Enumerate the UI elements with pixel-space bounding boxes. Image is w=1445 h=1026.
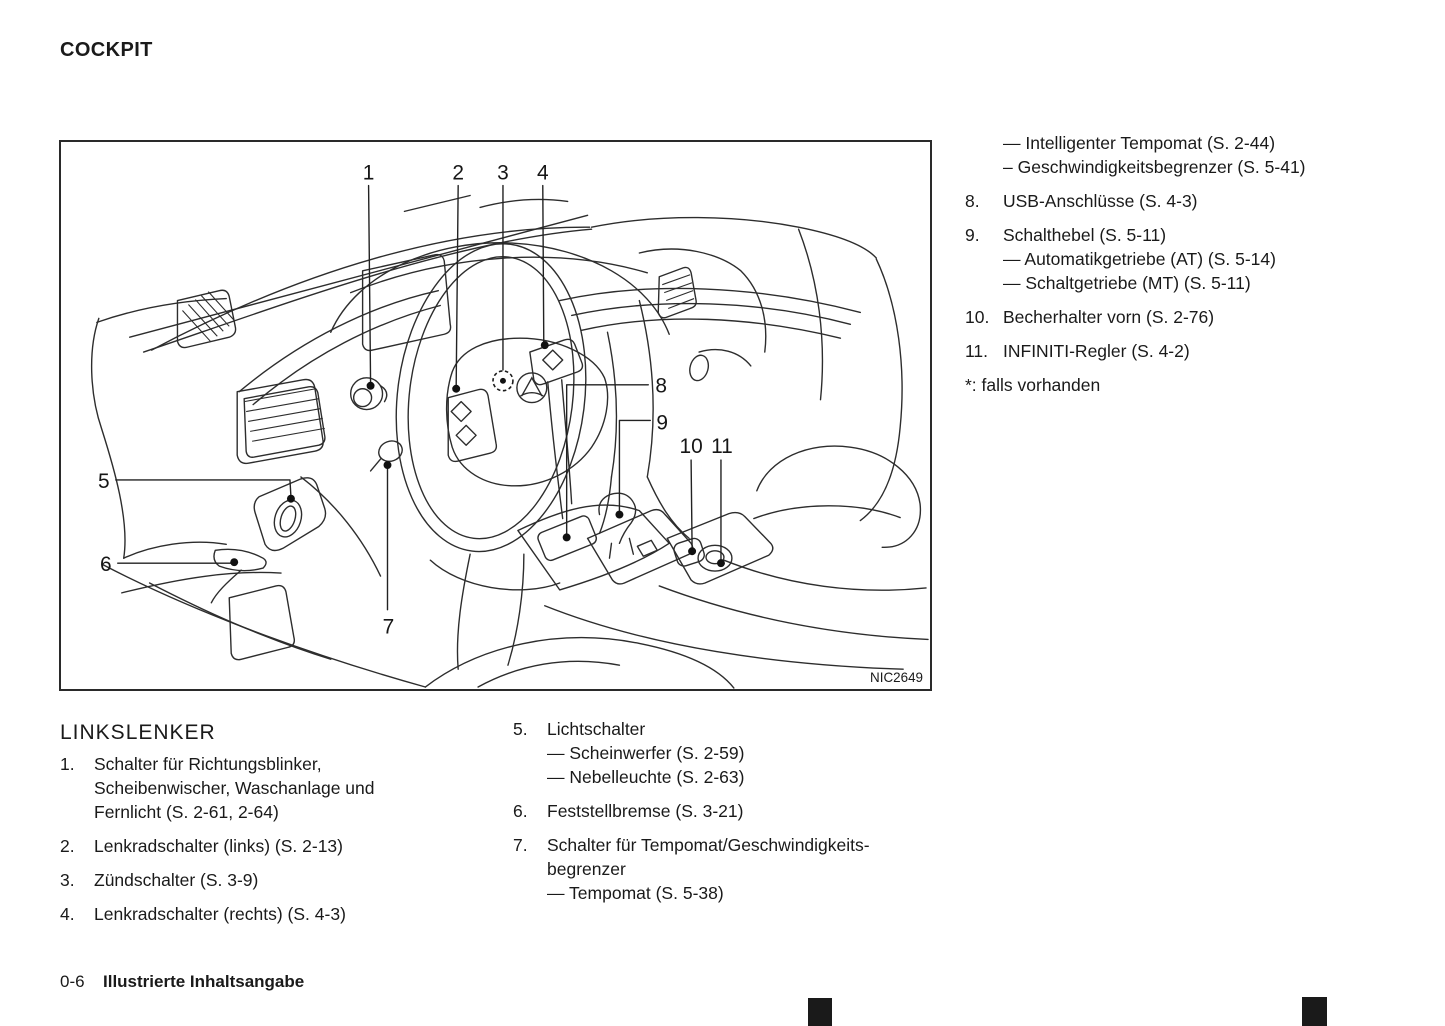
list-item: [965, 305, 1405, 329]
callout-8: 8: [655, 374, 668, 398]
item-number: 6.: [513, 801, 528, 821]
right-column-list: [965, 131, 1405, 407]
footnote-text: *: falls vorhanden: [965, 375, 1101, 395]
list-item: [965, 223, 1405, 295]
page-title: COCKPIT: [60, 39, 153, 61]
print-mark-left: [808, 998, 832, 1026]
item-number: 10.: [965, 307, 990, 327]
list-item: [513, 717, 953, 789]
item-line: — Intelligenter Tempomat (S. 2-44): [1003, 133, 1276, 153]
section-heading-linkslenker: LINKSLENKER: [60, 721, 216, 744]
item-number: 1.: [60, 754, 75, 774]
item-line: — Schaltgetriebe (MT) (S. 5-11): [1003, 273, 1251, 293]
callout-2: 2: [452, 161, 464, 185]
footnote: [965, 373, 1405, 397]
item-line: Fernlicht (S. 2-61, 2-64): [94, 802, 279, 822]
item-number: 9.: [965, 225, 980, 245]
item-line: Scheibenwischer, Waschanlage und: [94, 778, 375, 798]
print-mark-right: [1302, 997, 1327, 1026]
callout-4: 4: [536, 161, 549, 185]
item-line: begrenzer: [547, 859, 626, 879]
list-item-continuation: [965, 131, 1405, 179]
list-item: [965, 339, 1405, 363]
callout-10: 10: [679, 435, 703, 459]
item-line: — Scheinwerfer (S. 2-59): [547, 743, 745, 763]
cockpit-line-art: [61, 142, 930, 689]
item-number: 4.: [60, 904, 75, 924]
callout-6: 6: [99, 553, 112, 577]
left-list: [60, 752, 480, 936]
callout-1: 1: [362, 161, 375, 185]
page-footer: [60, 970, 304, 994]
item-line: Lenkradschalter (links) (S. 2-13): [94, 836, 343, 856]
item-number: [965, 131, 1003, 179]
item-line: Lenkradschalter (rechts) (S. 4-3): [94, 904, 346, 924]
callout-7: 7: [382, 615, 395, 639]
list-item: [60, 902, 480, 926]
item-line: Lichtschalter: [547, 719, 646, 739]
middle-list: [513, 717, 953, 915]
list-item: [60, 868, 480, 892]
item-line: USB-Anschlüsse (S. 4-3): [1003, 191, 1198, 211]
item-line: Zündschalter (S. 3-9): [94, 870, 259, 890]
item-line: – Geschwindigkeitsbegrenzer (S. 5-41): [1003, 157, 1306, 177]
item-line: — Tempomat (S. 5-38): [547, 883, 724, 903]
item-number: 7.: [513, 835, 528, 855]
list-item: [513, 799, 953, 823]
callout-11: 11: [711, 435, 733, 459]
page-number: 0-6: [60, 972, 85, 991]
leader-lines: [116, 186, 721, 610]
list-item: [965, 189, 1405, 213]
callout-3: 3: [497, 161, 509, 185]
item-line: Schalter für Richtungsblinker,: [94, 754, 322, 774]
item-number: 11.: [965, 341, 989, 361]
callout-5: 5: [97, 469, 110, 493]
footer-section-title: Illustrierte Inhaltsangabe: [103, 972, 305, 991]
list-item: [60, 834, 480, 858]
list-item: [60, 752, 480, 824]
item-line: — Automatikgetriebe (AT) (S. 5-14): [1003, 249, 1276, 269]
list-item: [513, 833, 953, 905]
item-line: Becherhalter vorn (S. 2-76): [1003, 307, 1215, 327]
item-number: 5.: [513, 719, 528, 739]
cockpit-diagram: [59, 140, 932, 691]
callout-9: 9: [656, 411, 669, 435]
item-line: Schalter für Tempomat/Geschwindigkeits-: [547, 835, 870, 855]
item-number: 3.: [60, 870, 75, 890]
item-number: 2.: [60, 836, 75, 856]
figure-code: NIC2649: [870, 670, 924, 686]
item-line: INFINITI-Regler (S. 4-2): [1003, 341, 1190, 361]
item-number: 8.: [965, 191, 980, 211]
item-line: — Nebelleuchte (S. 2-63): [547, 767, 745, 787]
item-line: Schalthebel (S. 5-11): [1003, 225, 1167, 245]
item-line: Feststellbremse (S. 3-21): [547, 801, 744, 821]
